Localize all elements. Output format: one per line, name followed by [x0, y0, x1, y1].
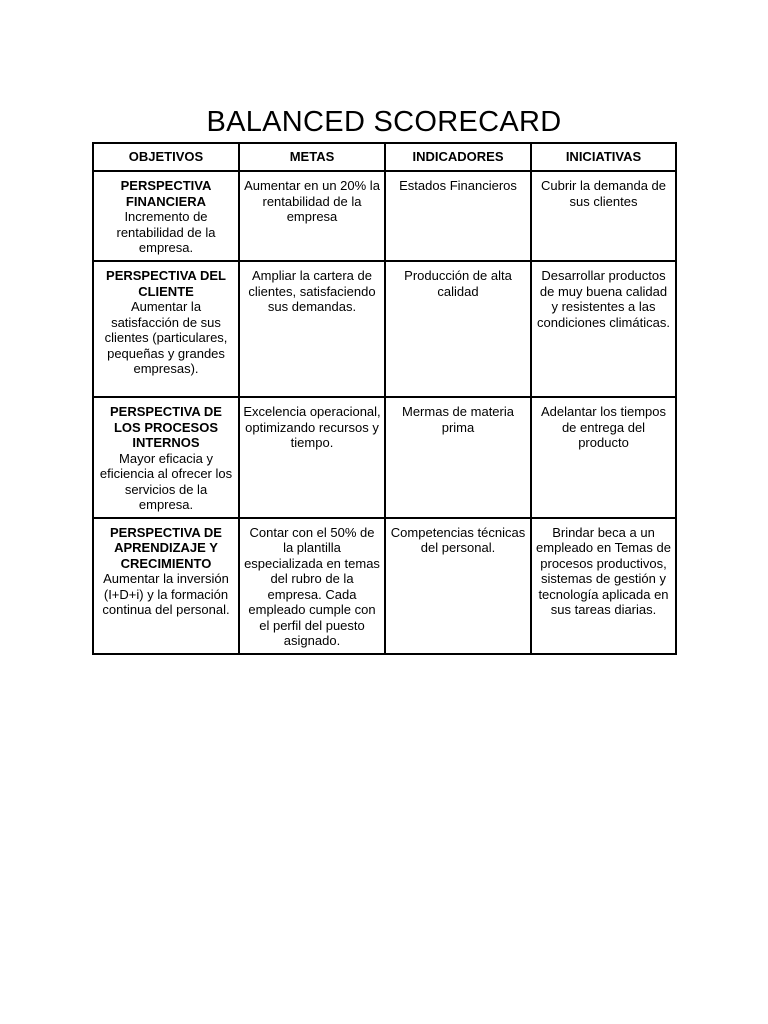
meta-text: Aumentar en un 20% la rentabilidad de la empresa [244, 178, 380, 224]
meta-cell [239, 518, 385, 654]
initiative-text: Cubrir la demanda de sus clientes [540, 178, 667, 209]
indicator-text: Estados Financieros [399, 178, 517, 193]
header-objetivos: OBJETIVOS [93, 143, 239, 171]
objective-cell [93, 518, 239, 654]
table-row [93, 397, 676, 518]
table-row [93, 261, 676, 397]
objective-cell [93, 397, 239, 518]
indicator-cell [385, 518, 531, 654]
objective-description: Aumentar la satisfacción de sus clientes (particulares, pequeñas y grandes empresas). [104, 299, 228, 376]
indicator-text: Mermas de materia prima [402, 404, 514, 435]
objective-title: PERSPECTIVA FINANCIERA [120, 178, 212, 209]
indicator-cell [385, 171, 531, 261]
document-title: BALANCED SCORECARD [206, 106, 562, 138]
balanced-scorecard-table [92, 142, 677, 655]
indicator-text: Producción de alta calidad [404, 268, 512, 299]
indicator-cell [385, 261, 531, 397]
indicator-text: Competencias técnicas del personal. [390, 524, 526, 555]
objective-cell [93, 261, 239, 397]
initiative-cell [531, 397, 676, 518]
initiative-cell [531, 261, 676, 397]
meta-cell [239, 171, 385, 261]
initiative-cell [531, 171, 676, 261]
initiative-text: Brindar beca a un empleado en Temas de procesos productivos, sistemas de gestión y tecnología aplicada en sus tareas diarias. [536, 524, 671, 617]
initiative-text: Adelantar los tiempos de entrega del producto [540, 404, 666, 450]
objective-description: Aumentar la inversión (I+D+i) y la formación continua del personal. [102, 571, 230, 617]
meta-text: Contar con el 50% de la plantilla especializada en temas del rubro de la empresa. Cada empleado cumple con el perfil del puesto asignado. [244, 524, 380, 648]
header-indicadores: INDICADORES [385, 143, 531, 171]
header-metas: METAS [239, 143, 385, 171]
initiative-text: Desarrollar productos de muy buena calidad y resistentes a las condiciones climáticas. [537, 268, 670, 330]
objective-description: Incremento de rentabilidad de la empresa. [116, 209, 216, 255]
indicator-cell [385, 397, 531, 518]
table-row [93, 518, 676, 654]
meta-cell [239, 261, 385, 397]
initiative-cell [531, 518, 676, 654]
objective-description: Mayor eficacia y eficiencia al ofrecer los servicios de la empresa. [99, 450, 233, 512]
table-header-row [93, 143, 676, 171]
meta-cell [239, 397, 385, 518]
table-row [93, 171, 676, 261]
meta-text: Ampliar la cartera de clientes, satisfaciendo sus demandas. [248, 268, 376, 314]
header-iniciativas: INICIATIVAS [531, 143, 676, 171]
meta-text: Excelencia operacional, optimizando recursos y tiempo. [243, 404, 381, 450]
objective-title: PERSPECTIVA DE LOS PROCESOS INTERNOS [110, 404, 222, 450]
objective-title: PERSPECTIVA DE APRENDIZAJE Y CRECIMIENTO [110, 524, 222, 571]
objective-title: PERSPECTIVA DEL CLIENTE [106, 268, 226, 299]
objective-cell [93, 171, 239, 261]
